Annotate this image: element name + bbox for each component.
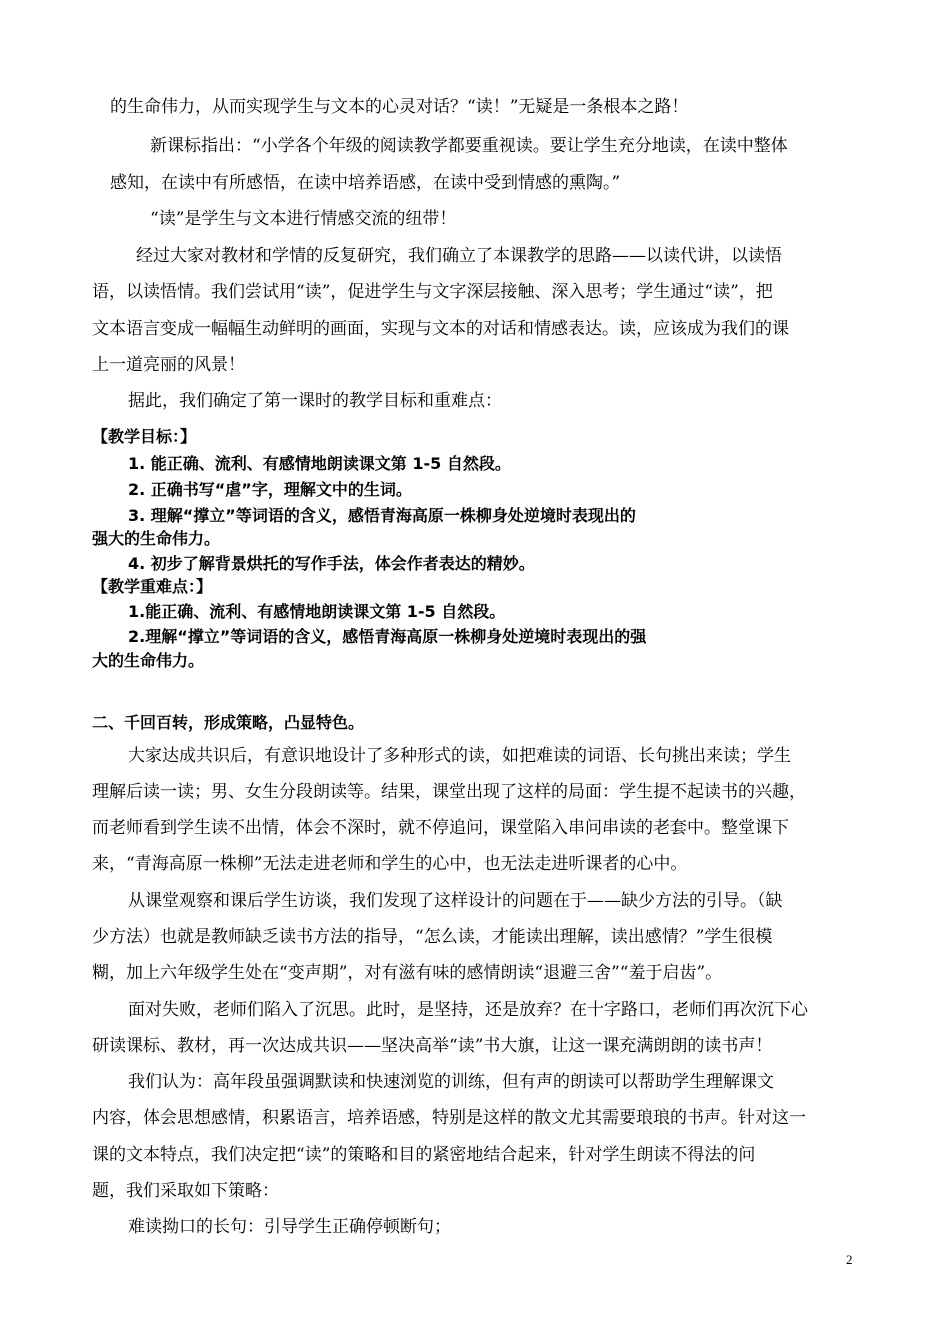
key-point-item-continued: 大的生命伟力。 — [92, 651, 205, 670]
section-heading-two: 二、千回百转，形成策略，凸显特色。 — [92, 713, 365, 732]
text-line: 课的文本特点，我们决定把“读”的策略和目的紧密地结合起来，针对学生朗读不得法的问 — [92, 1145, 756, 1165]
key-point-item: 1.能正确、流利、有感情地朗读课文第 1-5 自然段。 — [128, 602, 506, 621]
text-line: 面对失败，老师们陷入了沉思。此时，是坚持，还是放弃？在十字路口，老师们再次沉下心 — [128, 1000, 808, 1020]
text-line: 上一道亮丽的风景！ — [92, 355, 245, 375]
text-line: 新课标指出：“小学各个年级的阅读教学都要重视读。要让学生充分地读，在读中整体 — [150, 136, 788, 156]
text-line: 据此，我们确定了第一课时的教学目标和重难点： — [128, 391, 502, 411]
text-line: “读”是学生与文本进行情感交流的纽带！ — [150, 209, 457, 229]
objective-item-continued: 强大的生命伟力。 — [92, 529, 221, 548]
text-line: 我们认为：高年段虽强调默读和快速浏览的训练，但有声的朗读可以帮助学生理解课文 — [128, 1072, 774, 1092]
text-line: 感知，在读中有所感悟，在读中培养语感，在读中受到情感的熏陶。” — [110, 173, 621, 193]
text-line: 糊，加上六年级学生处在“变声期”，对有滋有味的感情朗读“退避三舍”“羞于启齿”。 — [92, 963, 723, 983]
key-point-item: 2.理解“撑立”等词语的含义，感悟青海高原一株柳身处逆境时表现出的强 — [128, 627, 647, 646]
text-line: 而老师看到学生读不出情，体会不深时，就不停追问，课堂陷入串问串读的老套中。整堂课下 — [92, 818, 789, 838]
text-line: 来，“青海高原一株柳”无法走进老师和学生的心中，也无法走进听课者的心中。 — [92, 854, 688, 874]
text-line: 理解后读一读；男、女生分段朗读等。结果，课堂出现了这样的局面：学生提不起读书的兴趣， — [92, 782, 806, 802]
text-line: 文本语言变成一幅幅生动鲜明的画面，实现与文本的对话和情感表达。读，应该成为我们的课 — [92, 319, 789, 339]
section-heading-objectives: 【教学目标：】 — [92, 427, 197, 446]
text-line: 内容，体会思想感情，积累语言，培养语感，特别是这样的散文尤其需要琅琅的书声。针对这一 — [92, 1108, 806, 1128]
page-number: 2 — [846, 1252, 853, 1267]
text-line: 研读课标、教材，再一次达成共识——坚决高举“读”书大旗，让这一课充满朗朗的读书声！ — [92, 1036, 773, 1056]
objective-item: 4. 初步了解背景烘托的写作手法，体会作者表达的精妙。 — [128, 554, 535, 573]
text-line: 大家达成共识后，有意识地设计了多种形式的读，如把难读的词语、长句挑出来读；学生 — [128, 746, 791, 766]
text-line: 题，我们采取如下策略： — [92, 1181, 279, 1201]
objective-item: 2. 正确书写“虐”字，理解文中的生词。 — [128, 480, 412, 499]
text-line: 从课堂观察和课后学生访谈，我们发现了这样设计的问题在于——缺少方法的引导。（缺 — [128, 891, 783, 911]
text-line: 的生命伟力，从而实现学生与文本的心灵对话？“读！”无疑是一条根本之路！ — [110, 97, 689, 117]
text-line: 难读拗口的长句：引导学生正确停顿断句； — [128, 1217, 451, 1237]
objective-item: 3. 理解“撑立”等词语的含义，感悟青海高原一株柳身处逆境时表现出的 — [128, 506, 636, 525]
section-heading-key-points: 【教学重难点：】 — [92, 577, 213, 596]
objective-item: 1. 能正确、流利、有感情地朗读课文第 1-5 自然段。 — [128, 454, 511, 473]
text-line: 语，以读悟情。我们尝试用“读”，促进学生与文字深层接触、深入思考；学生通过“读”，把 — [92, 282, 773, 302]
text-line: 少方法）也就是教师缺乏读书方法的指导，“怎么读，才能读出理解，读出感情？”学生很模 — [92, 927, 773, 947]
text-line: 经过大家对教材和学情的反复研究，我们确立了本课教学的思路——以读代讲，以读悟 — [136, 246, 782, 266]
